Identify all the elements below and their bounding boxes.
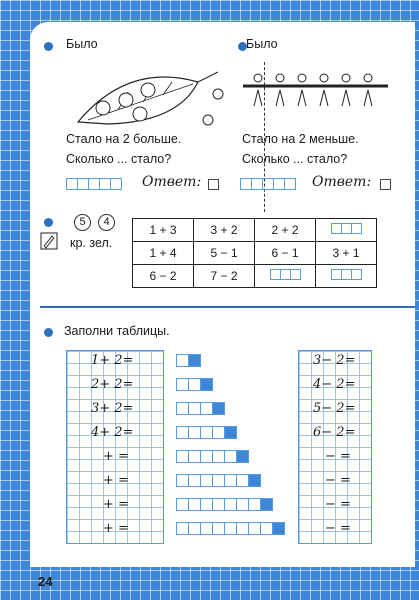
ants-log-illustration <box>238 64 398 114</box>
cube-bar <box>176 402 224 414</box>
blank-cell[interactable] <box>255 265 316 288</box>
cube-bar <box>176 450 248 462</box>
table-row[interactable]: + = <box>103 521 129 536</box>
left-answer-label: Ответ: <box>142 174 202 190</box>
table-row[interactable]: + = <box>103 449 129 464</box>
table-row[interactable]: 4− 2= <box>313 377 356 392</box>
task-bullet <box>44 42 53 51</box>
blank-cell[interactable] <box>316 265 377 288</box>
cube-bar <box>176 474 260 486</box>
filled-cube <box>200 378 213 391</box>
number-circle: 5 <box>74 214 91 231</box>
right-answer-label: Ответ: <box>312 174 372 190</box>
right-answer-cells[interactable] <box>240 178 295 190</box>
expression-table <box>132 218 377 288</box>
blank-cell[interactable] <box>316 219 377 242</box>
cube-bar <box>176 498 272 510</box>
table-row[interactable]: + = <box>103 497 129 512</box>
filled-cube <box>236 450 249 463</box>
table-row[interactable]: 3− 2= <box>313 353 356 368</box>
table-row[interactable]: − = <box>325 497 351 512</box>
right-table <box>298 350 372 544</box>
filled-cube <box>260 498 273 511</box>
expression-cell[interactable]: 2 + 2 <box>255 219 316 242</box>
table-row[interactable]: 2+ 2= <box>91 377 134 392</box>
filled-cube <box>212 402 225 415</box>
right-was-label: Было <box>246 37 278 51</box>
filled-cube <box>248 474 261 487</box>
table-row[interactable]: 3+ 2= <box>91 401 134 416</box>
left-was-label: Было <box>66 37 98 51</box>
table-row[interactable]: 6− 2= <box>313 425 356 440</box>
pencil-icon <box>40 232 58 250</box>
left-answer-box[interactable] <box>208 179 219 190</box>
cube-bar <box>176 378 212 390</box>
table-row[interactable]: − = <box>325 449 351 464</box>
expression-cell[interactable]: 6 − 2 <box>133 265 194 288</box>
colour-labels: кр. зел. <box>70 236 113 250</box>
right-answer-box[interactable] <box>380 179 391 190</box>
left-table <box>66 350 164 544</box>
table-row[interactable]: 5− 2= <box>313 401 356 416</box>
expression-cell[interactable]: 1 + 4 <box>133 242 194 265</box>
task-bullet <box>44 328 53 337</box>
cube-bar <box>176 426 236 438</box>
right-became-text: Стало на 2 меньше. <box>242 132 359 146</box>
task-bullet <box>44 218 53 227</box>
bar-column <box>176 352 296 542</box>
table-row[interactable]: 4+ 2= <box>91 425 134 440</box>
cube-bar <box>176 354 200 366</box>
expression-cell[interactable]: 1 + 3 <box>133 219 194 242</box>
right-question-text: Сколько ... стало? <box>242 152 348 166</box>
fill-tables-title: Заполни таблицы. <box>64 324 170 338</box>
leaf-ladybugs-illustration <box>68 62 238 132</box>
left-answer-cells[interactable] <box>66 178 121 190</box>
expression-cell[interactable]: 6 − 1 <box>255 242 316 265</box>
table-row[interactable]: − = <box>325 473 351 488</box>
filled-cube <box>272 522 285 535</box>
expression-cell[interactable]: 5 − 1 <box>194 242 255 265</box>
table-row[interactable]: + = <box>103 473 129 488</box>
expression-cell[interactable]: 3 + 2 <box>194 219 255 242</box>
filled-cube <box>188 354 201 367</box>
left-question-text: Сколько ... стало? <box>66 152 172 166</box>
table-row[interactable]: 1+ 2= <box>91 353 134 368</box>
left-became-text: Стало на 2 больше. <box>66 132 182 146</box>
section-divider <box>40 306 415 308</box>
workbook-page <box>30 22 415 567</box>
cube-bar <box>176 522 284 534</box>
expression-cell[interactable]: 7 − 2 <box>194 265 255 288</box>
page-number: 24 <box>38 574 53 589</box>
expression-cell[interactable]: 3 + 1 <box>316 242 377 265</box>
number-circle: 4 <box>98 214 115 231</box>
filled-cube <box>224 426 237 439</box>
table-row[interactable]: − = <box>325 521 351 536</box>
